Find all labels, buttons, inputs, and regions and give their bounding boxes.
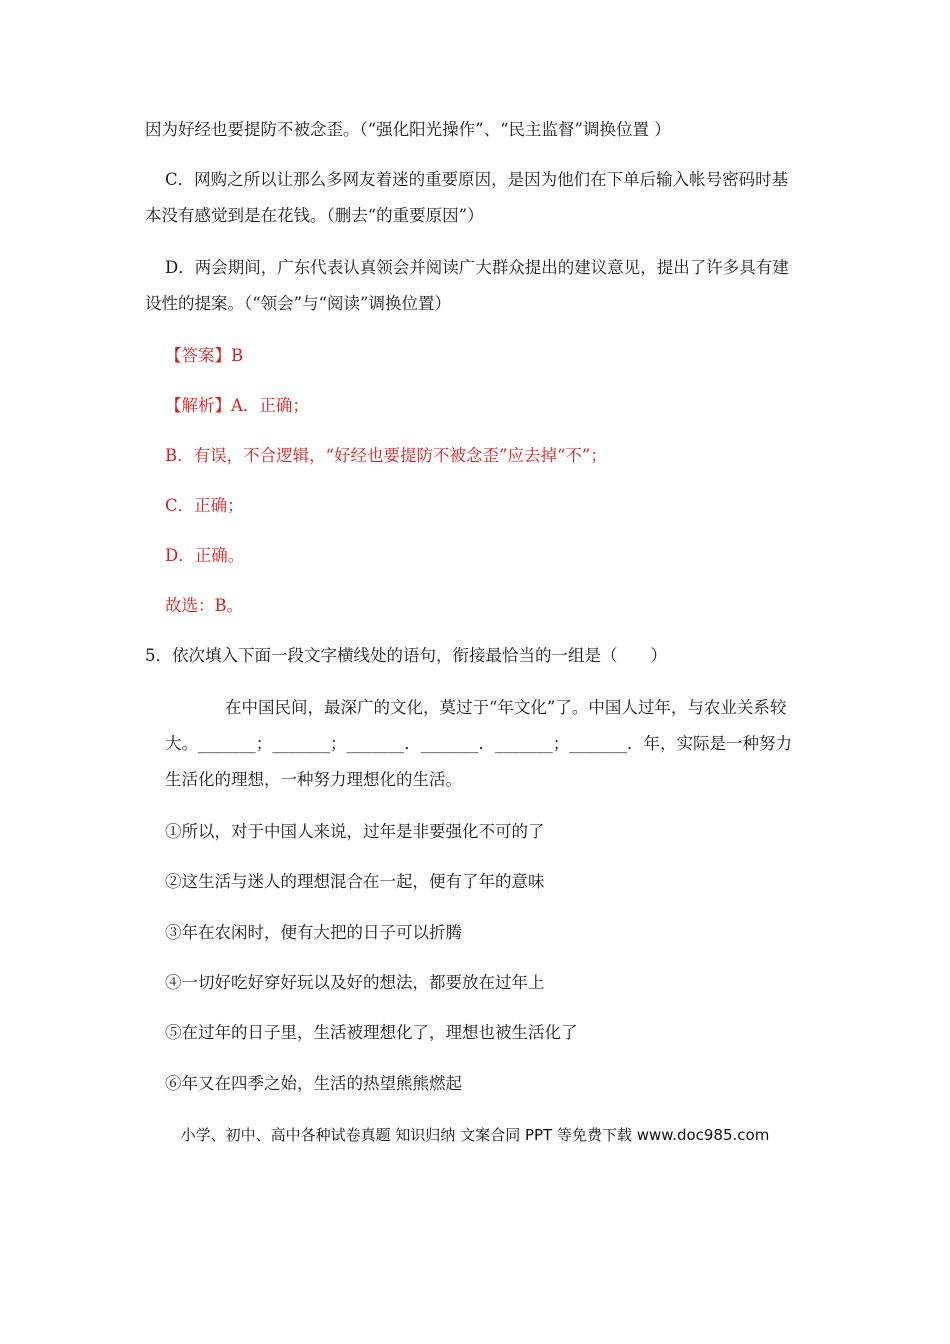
final-choice: 故选：B。	[165, 596, 244, 615]
footer-text: 小学、初中、高中各种试卷真题 知识归纳 文案合同 PPT 等免费下载 www.doc985.com	[180, 1126, 770, 1144]
option-c-line2: 本没有感觉到是在花钱。（删去“的重要原因”）	[145, 206, 484, 225]
list-item: ④一切好吃好穿好玩以及好的想法，都要放在过年上	[165, 973, 545, 992]
list-item: ③年在农闲时，便有大把的日子可以折腾	[165, 923, 462, 942]
analysis-b: B．有误，不合逻辑，“好经也要提防不被念歪”应去掉“不”；	[165, 446, 607, 465]
analysis-c: C．正确；	[165, 496, 244, 515]
passage-line1: 在中国民间，最深广的文化，莫过于“年文化”了。中国人过年，与农业关系较	[225, 698, 787, 717]
answer-label: 【答案】B	[165, 346, 244, 365]
list-item: ⑤在过年的日子里，生活被理想化了，理想也被生活化了	[165, 1023, 578, 1042]
option-c-line1: C．网购之所以让那么多网友着迷的重要原因，是因为他们在下单后输入帐号密码时基	[165, 170, 789, 189]
question-5-stem: 5．依次填入下面一段文字横线处的语句，衔接最恰当的一组是（ ）	[145, 646, 667, 665]
list-item: ⑥年又在四季之始，生活的热望熊熊燃起	[165, 1074, 462, 1093]
list-item: ①所以，对于中国人来说，过年是非要强化不可的了	[165, 822, 545, 841]
option-d-line2: 设性的提案。（“领会”与“阅读”调换位置）	[145, 294, 451, 313]
analysis-d: D．正确。	[165, 546, 245, 565]
analysis-a: 【解析】A．正确；	[165, 396, 309, 415]
list-item: ②这生活与迷人的理想混合在一起，便有了年的意味	[165, 872, 545, 891]
option-d-line1: D．两会期间，广东代表认真领会并阅读广大群众提出的建议意见，提出了许多具有建	[165, 258, 789, 277]
option-b-tail: 因为好经也要提防不被念歪。（“强化阳光操作”、“民主监督”调换位置 ）	[145, 120, 671, 139]
passage-line3: 生活化的理想，一种努力理想化的生活。	[165, 770, 462, 789]
passage-line2: 大。_______；_______；_______．_______．_______；_______．年，实际是一种努力	[165, 734, 792, 753]
